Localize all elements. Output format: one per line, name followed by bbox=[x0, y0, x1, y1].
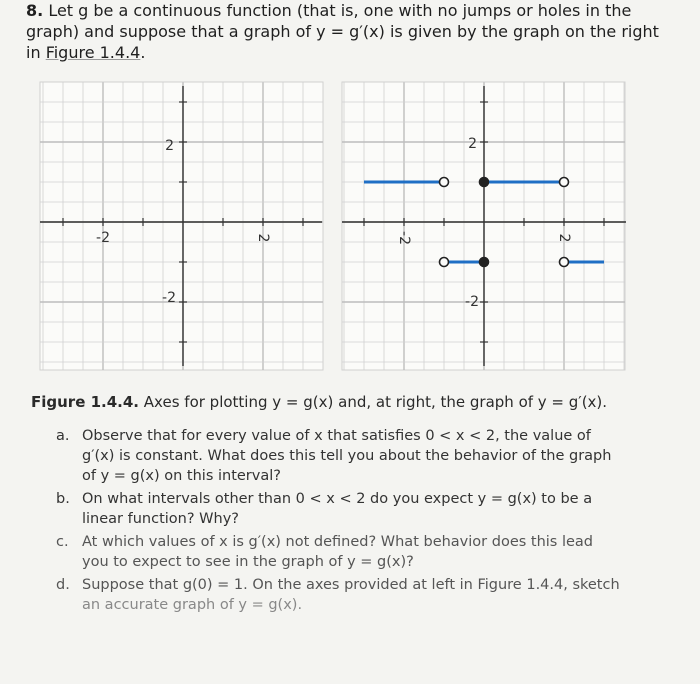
part-c bbox=[56, 532, 656, 572]
part-a bbox=[56, 426, 656, 486]
left-grid bbox=[40, 82, 323, 370]
part-d-letter: d. bbox=[56, 577, 70, 593]
gprime-endpoint-open-1-start bbox=[440, 258, 449, 267]
right-graph bbox=[342, 82, 626, 370]
part-d bbox=[56, 575, 656, 615]
problem-line-2: graph) and suppose that a graph of y = g′(x) is given by the graph on the right bbox=[26, 22, 659, 41]
right-ytick-neg2: -2 bbox=[465, 294, 479, 310]
problem-line-3-suffix: . bbox=[140, 43, 146, 62]
left-grid-bg bbox=[40, 82, 323, 370]
question-parts bbox=[56, 426, 656, 618]
problem-line-1: Let g be a continuous function (that is, one with no jumps or holes in the bbox=[48, 1, 632, 20]
left-ytick-2: 2 bbox=[165, 138, 174, 154]
gprime-endpoint-open-0-end bbox=[440, 178, 449, 187]
part-b-line-1: On what intervals other than 0 < x < 2 do you expect y = g(x) to be a bbox=[82, 491, 593, 507]
gprime-endpoint-open-2-end bbox=[560, 178, 569, 187]
problem-number: 8. bbox=[26, 1, 44, 20]
figure-link[interactable]: Figure 1.4.4 bbox=[45, 43, 141, 62]
gprime-endpoint-open-3-start bbox=[560, 258, 569, 267]
part-b bbox=[56, 489, 656, 529]
part-b-letter: b. bbox=[56, 491, 70, 507]
part-d-line-1: Suppose that g(0) = 1. On the axes provided at left in Figure 1.4.4, sketch bbox=[82, 577, 620, 593]
part-a-line-2: g′(x) is constant. What does this tell you about the behavior of the graph bbox=[82, 448, 612, 464]
left-ytick-neg2: -2 bbox=[162, 290, 176, 306]
right-ytick-2: 2 bbox=[468, 136, 477, 152]
gprime-endpoint-closed-2-start bbox=[480, 178, 489, 187]
figure-caption-text: Axes for plotting y = g(x) and, at right, the graph of y = g′(x). bbox=[143, 393, 608, 411]
problem-line-3-prefix: in bbox=[26, 43, 41, 62]
part-d-line-2: an accurate graph of y = g(x). bbox=[82, 597, 303, 613]
part-c-line-2: you to expect to see in the graph of y = g(x)? bbox=[82, 554, 414, 570]
part-c-line-1: At which values of x is g′(x) not defined? What behavior does this lead bbox=[82, 534, 594, 550]
part-a-letter: a. bbox=[56, 428, 70, 444]
left-xtick-neg2: -2 bbox=[96, 230, 110, 246]
part-c-letter: c. bbox=[56, 534, 69, 550]
part-a-line-1: Observe that for every value of x that satisfies 0 < x < 2, the value of bbox=[82, 428, 591, 444]
gprime-endpoint-closed-1-end bbox=[480, 258, 489, 267]
figure-caption bbox=[31, 393, 681, 411]
left-graph bbox=[40, 82, 323, 370]
left-xtick-2: 2 bbox=[255, 233, 271, 243]
part-b-line-2: linear function? Why? bbox=[82, 511, 239, 527]
figure-caption-label: Figure 1.4.4. bbox=[31, 393, 140, 411]
right-xtick-neg2: -2 bbox=[396, 231, 412, 245]
right-xtick-2: 2 bbox=[556, 233, 572, 243]
part-a-line-3: of y = g(x) on this interval? bbox=[82, 468, 281, 484]
